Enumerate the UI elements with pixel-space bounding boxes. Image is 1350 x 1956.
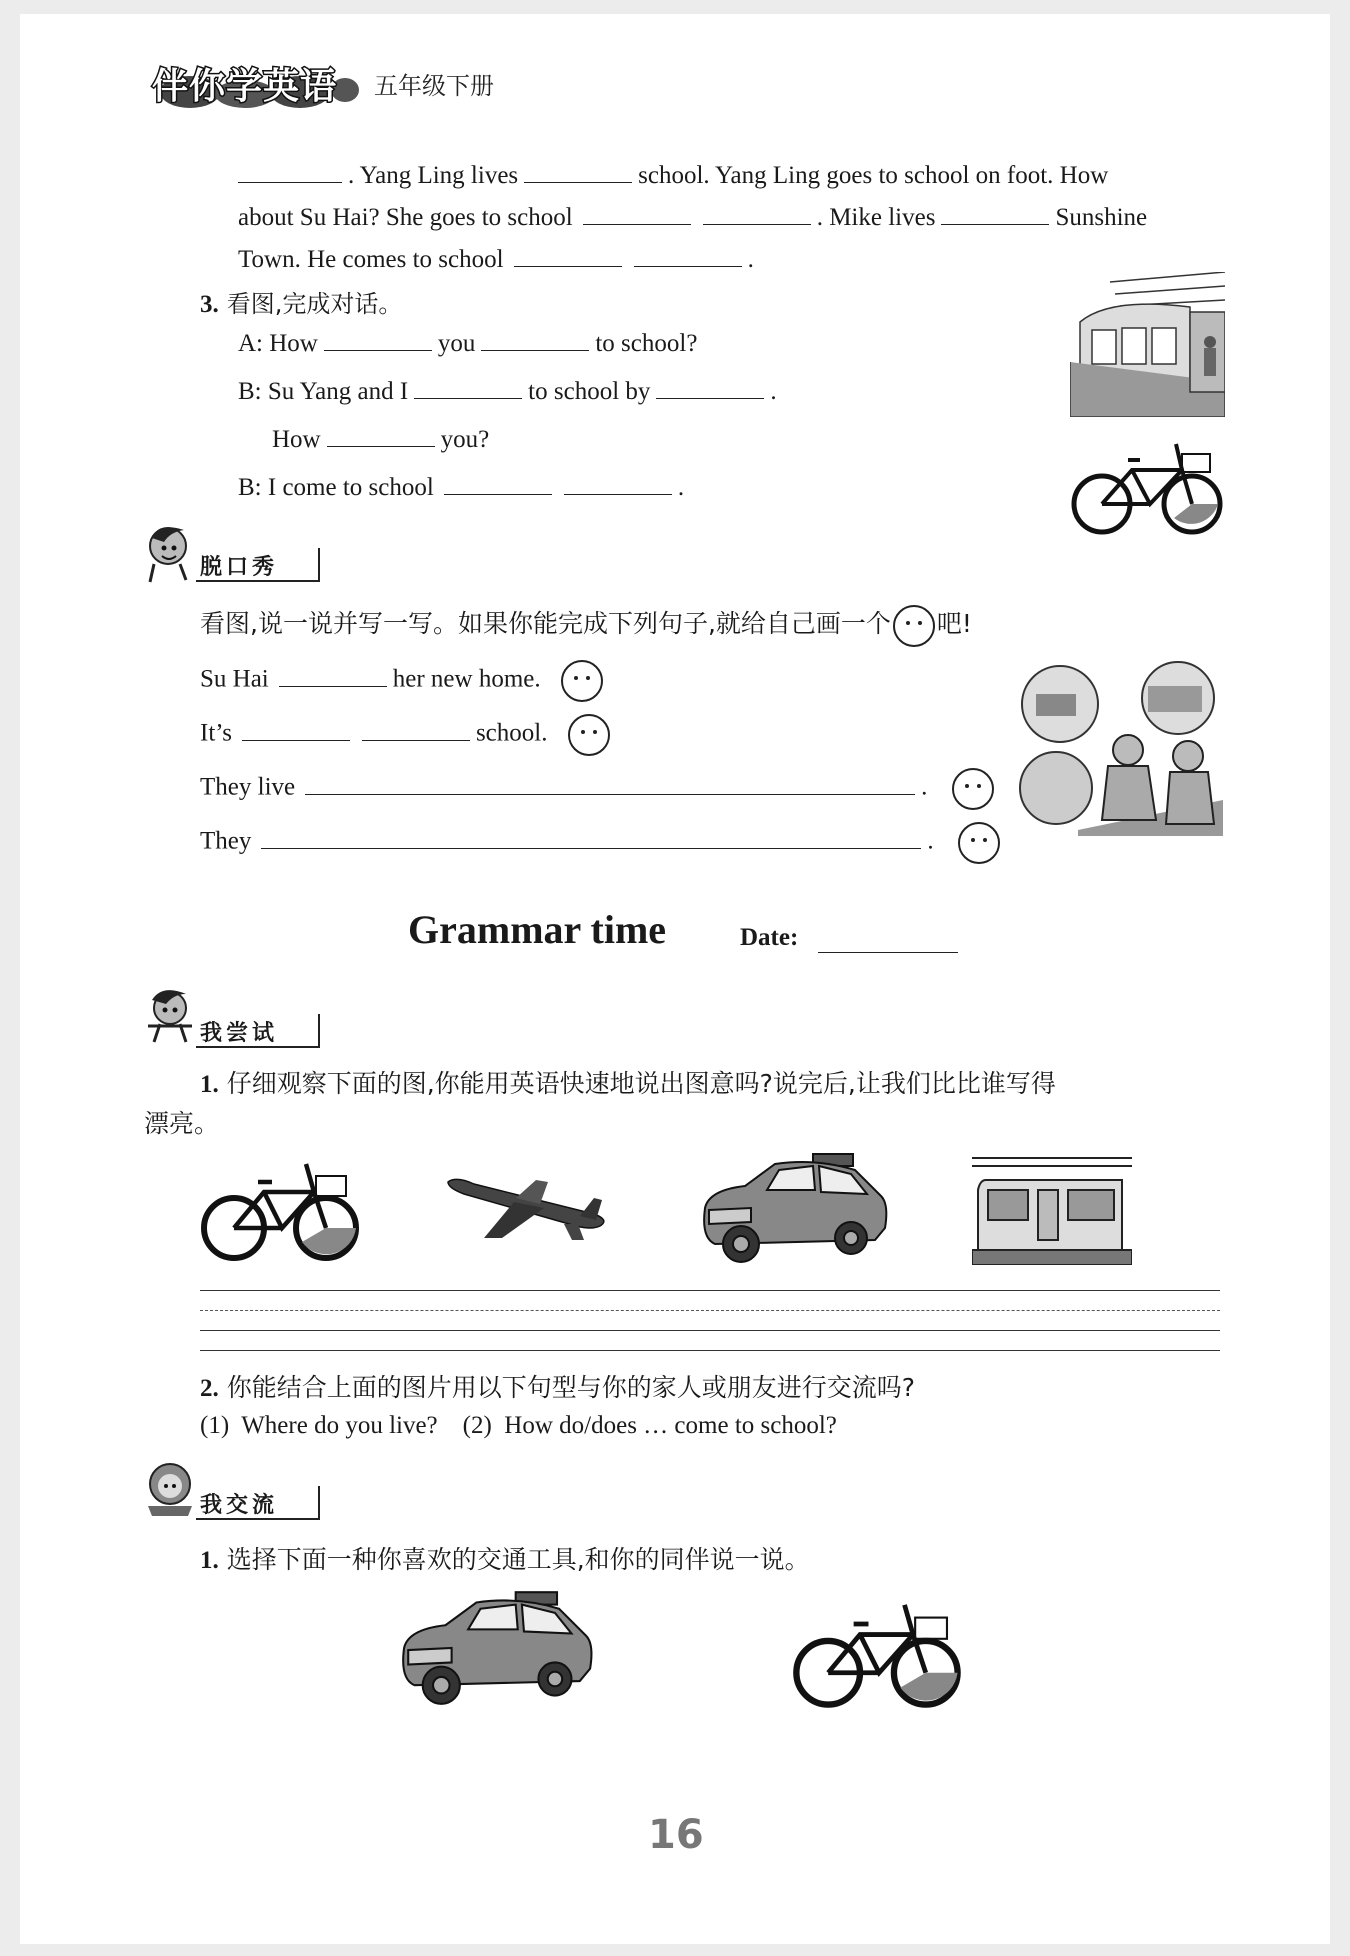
talk-sentence-3	[200, 768, 994, 810]
date-label: Date:	[740, 924, 799, 951]
sentence-text: .	[927, 827, 934, 855]
girls-talking-picture	[1018, 660, 1223, 836]
sentence-text: Su Hai	[200, 665, 269, 693]
sentence-text: They	[200, 827, 252, 855]
dialog-text: B: I come to school	[238, 474, 434, 501]
talk-sentence-2	[200, 714, 610, 756]
passage-text: about Su Hai? She goes to school	[238, 204, 573, 231]
cartoon-mascot-icon	[140, 520, 200, 584]
taxi-choice-picture[interactable]	[392, 1586, 597, 1710]
dialog-text: A: How	[238, 330, 318, 357]
subway-train-picture	[972, 1150, 1132, 1265]
section-tag-tuokouxiu: 脱口秀	[200, 555, 279, 580]
date-input[interactable]	[818, 952, 958, 953]
cartoon-mascot-icon	[140, 984, 200, 1044]
question-text: 选择下面一种你喜欢的交通工具,和你的同伴说一说。	[226, 1545, 810, 1574]
book-title: 伴你学英语	[152, 66, 338, 107]
dialog-line-1	[238, 326, 697, 358]
taxi-picture	[695, 1148, 890, 1268]
grade-label: 五年级下册	[374, 72, 494, 100]
section-tag-wochangshi: 我尝试	[200, 1021, 279, 1046]
question-text: 你能结合上面的图片用以下句型与你的家人或朋友进行交流吗?	[226, 1373, 915, 1402]
answer-blank[interactable]	[524, 158, 632, 183]
talk-sentence-1	[200, 660, 603, 702]
sentence-text: .	[921, 773, 928, 801]
passage-line-3	[238, 242, 754, 274]
answer-blank[interactable]	[279, 662, 387, 687]
taxi-icon	[403, 1592, 591, 1704]
grammar-time-title: Grammar time	[408, 907, 667, 952]
question-number: 2.	[200, 1375, 219, 1402]
sentence-text: her new home.	[392, 665, 541, 693]
writing-line-dotted[interactable]	[200, 1310, 1220, 1311]
writing-line[interactable]	[200, 1290, 1220, 1291]
section-tag-wojiaoliu: 我交流	[200, 1493, 279, 1518]
bicycle-choice-picture[interactable]	[790, 1590, 965, 1712]
dialog-text: to school by	[528, 378, 651, 405]
writing-line[interactable]	[200, 1350, 1220, 1351]
train-icon	[972, 1158, 1132, 1265]
dialog-text: .	[770, 378, 777, 405]
answer-blank[interactable]	[634, 242, 742, 267]
section-tag-underline	[196, 1046, 318, 1048]
header-badge	[150, 56, 360, 108]
instruction-text: 吧!	[936, 609, 972, 638]
wojiaoliu-q1	[200, 1540, 810, 1576]
answer-blank[interactable]	[941, 200, 1049, 225]
question-text: 仔细观察下面的图,你能用英语快速地说出图意吗?说完后,让我们比比谁写得	[226, 1069, 1056, 1098]
talk-sentence-4	[200, 822, 1000, 864]
section-tag-bar	[318, 1486, 320, 1520]
smiley-face-icon	[893, 605, 935, 647]
question-number: 1.	[200, 1071, 219, 1098]
answer-blank[interactable]	[242, 716, 350, 741]
dialog-text: How	[272, 426, 321, 453]
dialog-text: you	[437, 330, 476, 357]
dialog-line-2	[238, 374, 777, 406]
answer-blank[interactable]	[444, 470, 552, 495]
dialog-text: you?	[440, 426, 490, 453]
answer-blank[interactable]	[238, 158, 342, 183]
passage-text: . Mike lives	[816, 204, 936, 231]
cartoon-mascot-icon	[140, 1456, 200, 1518]
section-tag-bar	[318, 1014, 320, 1048]
wochangshi-q1-cont: 漂亮。	[144, 1109, 220, 1138]
answer-blank[interactable]	[583, 200, 691, 225]
passage-text: Town. He comes to school	[238, 246, 504, 273]
answer-blank[interactable]	[324, 326, 432, 351]
bicycle-picture-ex3	[1070, 432, 1225, 540]
sentence-patterns: (1) Where do you live? (2) How do/does … come to school?	[200, 1412, 837, 1439]
smiley-face-checkbox[interactable]	[568, 714, 610, 756]
passage-text: school. Yang Ling goes to school on foot. How	[638, 162, 1109, 189]
exercise-3-heading	[200, 284, 402, 319]
sentence-text: school.	[475, 719, 548, 747]
answer-blank[interactable]	[362, 716, 470, 741]
answer-blank[interactable]	[261, 824, 921, 849]
section-tag-underline	[196, 1518, 318, 1520]
smiley-face-checkbox[interactable]	[952, 768, 994, 810]
passage-text: .	[747, 246, 754, 273]
bicycle-picture	[198, 1150, 363, 1265]
answer-blank[interactable]	[656, 374, 764, 399]
answer-blank[interactable]	[703, 200, 811, 225]
answer-blank[interactable]	[564, 470, 672, 495]
sentence-text: They live	[200, 773, 296, 801]
smiley-face-checkbox[interactable]	[958, 822, 1000, 864]
airplane-picture	[444, 1168, 614, 1248]
answer-blank[interactable]	[414, 374, 522, 399]
passage-line-2	[238, 200, 1147, 232]
answer-blank[interactable]	[481, 326, 589, 351]
section-tag-underline	[196, 580, 318, 582]
dialog-line-4	[238, 470, 684, 502]
exercise-number: 3.	[200, 291, 219, 318]
writing-line[interactable]	[200, 1330, 1220, 1331]
question-number: 1.	[200, 1547, 219, 1574]
answer-blank[interactable]	[514, 242, 622, 267]
wochangshi-q2	[200, 1368, 915, 1404]
airplane-icon	[448, 1179, 604, 1240]
smiley-face-checkbox[interactable]	[561, 660, 603, 702]
instruction-text: 看图,说一说并写一写。如果你能完成下列句子,就给自己画一个	[200, 609, 891, 638]
dialog-text: .	[677, 474, 685, 501]
passage-line-1	[238, 158, 1108, 190]
train-station-picture	[1070, 272, 1225, 417]
dialog-text: to school?	[595, 330, 698, 357]
section-tag-bar	[318, 548, 320, 582]
answer-blank[interactable]	[305, 770, 915, 795]
passage-text: Sunshine	[1055, 204, 1148, 231]
taxi-icon	[704, 1154, 886, 1262]
passage-text: . Yang Ling lives	[348, 162, 519, 189]
answer-blank[interactable]	[327, 422, 435, 447]
wochangshi-q1	[200, 1064, 1056, 1100]
tuokouxiu-instruction	[200, 604, 972, 647]
page-number: 16	[648, 1812, 704, 1858]
dialog-line-3	[272, 422, 489, 454]
sentence-text: It’s	[200, 719, 232, 747]
exercise-instruction: 看图,完成对话。	[226, 290, 403, 318]
dialog-text: B: Su Yang and I	[238, 378, 409, 405]
